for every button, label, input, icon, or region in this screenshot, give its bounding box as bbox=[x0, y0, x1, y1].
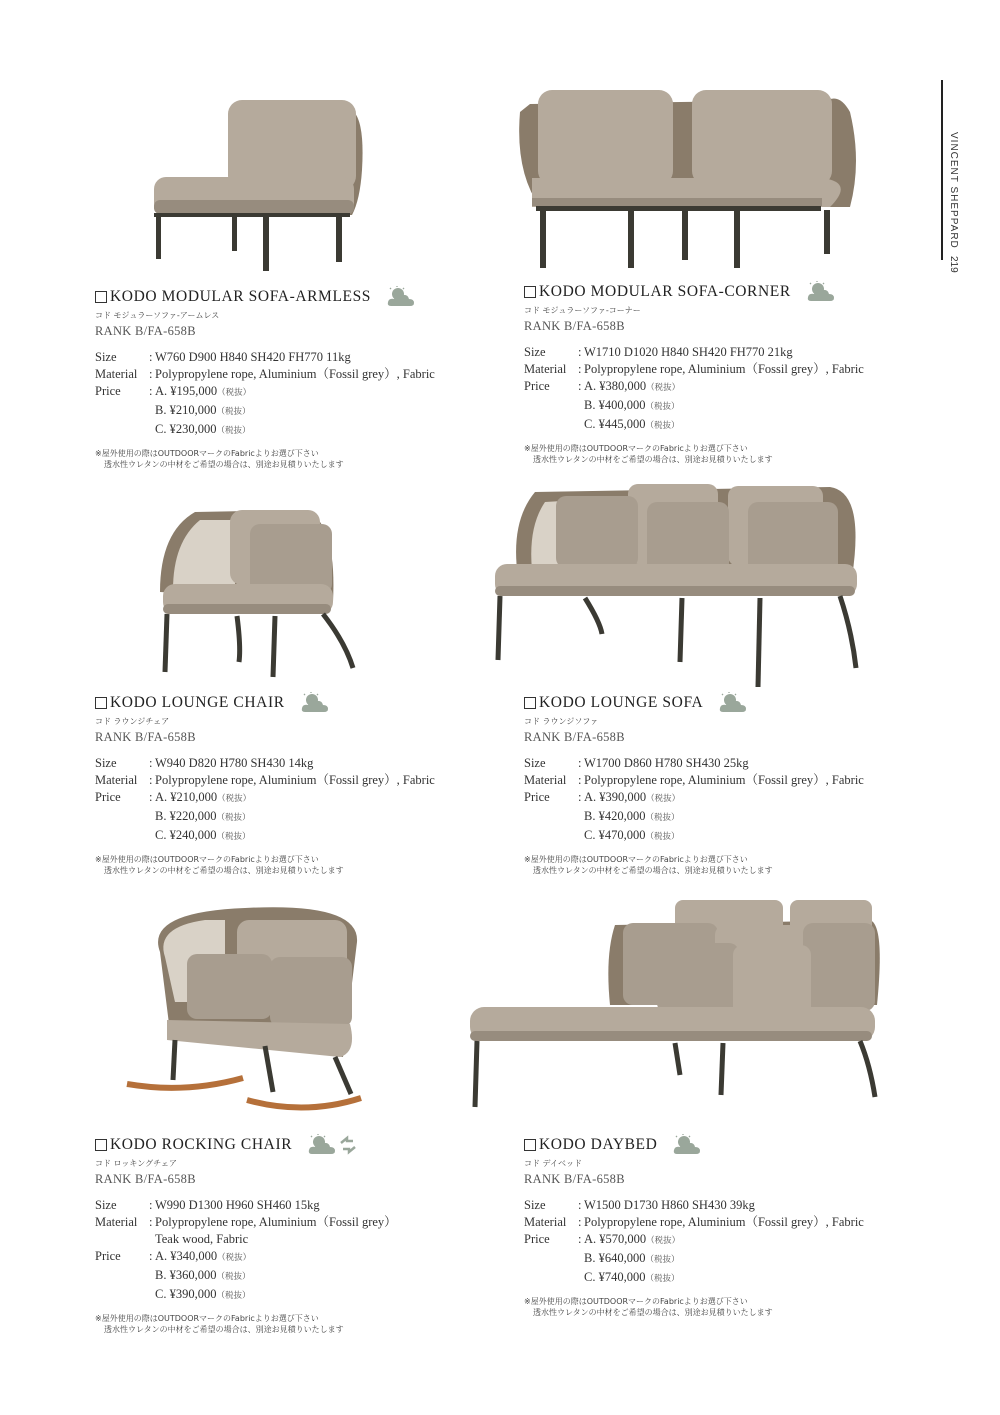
product-title: KODO LOUNGE CHAIR bbox=[95, 692, 495, 714]
price-label: Price bbox=[524, 790, 550, 804]
size-label: Size bbox=[95, 756, 117, 770]
product-armless: KODO MODULAR SOFA-ARMLESS コド モジュラーソファ-アームレス RANK B/FA-658B Size : W760 D900 H840 SH420 FH770 11kg Material : Polypropylene rope, Aluminium（Fossil grey）, Fabric Price : A. ¥195,000（税抜） B. ¥210,000（税抜） C. ¥230,000（税抜） ※屋外使用の際はOUTDOORマークのFabricよりお選び下さい 透水性ウレタンの中材をご希望の場合は、別途お見積りいたします bbox=[95, 286, 495, 470]
material-label: Material bbox=[95, 773, 138, 787]
price-c: C. ¥240,000（税抜） bbox=[155, 828, 251, 842]
checkbox-icon bbox=[524, 1139, 536, 1151]
size-value: W1710 D1020 H840 SH420 FH770 21kg bbox=[584, 345, 793, 359]
product-kana: コド ラウンジチェア bbox=[95, 717, 170, 726]
product-title: KODO LOUNGE SOFA bbox=[524, 692, 924, 714]
material-value: Polypropylene rope, Aluminium（Fossil grey）, Fabric bbox=[584, 362, 864, 376]
material-value: Polypropylene rope, Aluminium（Fossil grey）, Fabric bbox=[584, 1215, 864, 1229]
material-value: Polypropylene rope, Aluminium（Fossil grey）, Fabric bbox=[155, 367, 435, 381]
product-rank: RANK B/FA-658B bbox=[524, 319, 625, 333]
size-value: W990 D1300 H960 SH460 15kg bbox=[155, 1198, 320, 1212]
product-title: KODO MODULAR SOFA-CORNER bbox=[524, 281, 924, 303]
material-label: Material bbox=[95, 1215, 138, 1229]
checkbox-icon bbox=[524, 697, 536, 709]
brand-label: VINCENT SHEPPARD bbox=[948, 132, 959, 249]
checkbox-icon bbox=[524, 286, 536, 298]
size-value: W940 D820 H780 SH430 14kg bbox=[155, 756, 314, 770]
product-rank: RANK B/FA-658B bbox=[95, 1172, 196, 1186]
price-c: C. ¥230,000（税抜） bbox=[155, 422, 251, 436]
product-rank: RANK B/FA-658B bbox=[524, 730, 625, 744]
price-label: Price bbox=[95, 384, 121, 398]
price-a: A. ¥340,000（税抜） bbox=[155, 1249, 252, 1263]
price-a: A. ¥195,000（税抜） bbox=[155, 384, 252, 398]
size-label: Size bbox=[524, 756, 546, 770]
price-c: C. ¥390,000（税抜） bbox=[155, 1287, 251, 1301]
price-a: A. ¥210,000（税抜） bbox=[155, 790, 252, 804]
product-kana: コド ラウンジソファ bbox=[524, 717, 599, 726]
size-label: Size bbox=[95, 350, 117, 364]
price-label: Price bbox=[524, 1232, 550, 1246]
outdoor-weather-icon bbox=[387, 286, 415, 308]
side-rule bbox=[941, 80, 943, 260]
material-label: Material bbox=[524, 1215, 567, 1229]
material-value: Polypropylene rope, Aluminium（Fossil grey）, Fabric bbox=[155, 773, 435, 787]
product-title: KODO DAYBED bbox=[524, 1134, 924, 1156]
price-a: A. ¥390,000（税抜） bbox=[584, 790, 681, 804]
product-rank: RANK B/FA-658B bbox=[524, 1172, 625, 1186]
material-label: Material bbox=[524, 773, 567, 787]
product-note: ※屋外使用の際はOUTDOORマークのFabricよりお選び下さい 透水性ウレタンの中材をご希望の場合は、別途お見積りいたします bbox=[524, 855, 773, 875]
page-number: 219 bbox=[948, 256, 959, 273]
size-value: W760 D900 H840 SH420 FH770 11kg bbox=[155, 350, 351, 364]
product-photo-lounge-chair bbox=[155, 502, 360, 680]
price-c: C. ¥445,000（税抜） bbox=[584, 417, 680, 431]
product-kana: コド モジュラーソファ-コーナー bbox=[524, 306, 641, 315]
product-note: ※屋外使用の際はOUTDOORマークのFabricよりお選び下さい 透水性ウレタンの中材をご希望の場合は、別途お見積りいたします bbox=[524, 444, 773, 464]
product-photo-rocking-chair bbox=[125, 902, 365, 1120]
product-title: KODO MODULAR SOFA-ARMLESS bbox=[95, 286, 495, 308]
product-rocking-chair: KODO ROCKING CHAIR コド ロッキングチェア RANK B/FA-658B Size : W990 D1300 H960 SH460 15kg Material : Polypropylene rope, Aluminium（Fossil grey） Teak wood, Fabric Price : A. ¥340,000（税抜） B. ¥360,000（税抜） C. ¥390,000（税抜） ※屋外使用の際はOUTDOORマークのFabricよりお選び下さい 透水性ウレタンの中材をご希望の場合は、別途お見積りいたします bbox=[95, 1134, 495, 1335]
product-kana: コド デイベッド bbox=[524, 1159, 582, 1168]
price-c: C. ¥740,000（税抜） bbox=[584, 1270, 680, 1284]
product-lounge-sofa: KODO LOUNGE SOFA コド ラウンジソファ RANK B/FA-658B Size : W1700 D860 H780 SH430 25kg Material : Polypropylene rope, Aluminium（Fossil grey）, Fabric Price : A. ¥390,000（税抜） B. ¥420,000（税抜） C. ¥470,000（税抜） ※屋外使用の際はOUTDOORマークのFabricよりお選び下さい 透水性ウレタンの中材をご希望の場合は、別途お見積りいたします bbox=[524, 692, 924, 876]
price-label: Price bbox=[524, 379, 550, 393]
product-corner: KODO MODULAR SOFA-CORNER コド モジュラーソファ-コーナー RANK B/FA-658B Size : W1710 D1020 H840 SH420 FH770 21kg Material : Polypropylene rope, Aluminium（Fossil grey）, Fabric Price : A. ¥380,000（税抜） B. ¥400,000（税抜） C. ¥445,000（税抜） ※屋外使用の際はOUTDOORマークのFabricよりお選び下さい 透水性ウレタンの中材をご希望の場合は、別途お見積りいたします bbox=[524, 281, 924, 465]
product-note: ※屋外使用の際はOUTDOORマークのFabricよりお選び下さい 透水性ウレタンの中材をご希望の場合は、別途お見積りいたします bbox=[524, 1297, 773, 1317]
product-kana: コド モジュラーソファ-アームレス bbox=[95, 311, 220, 320]
product-photo-corner bbox=[510, 82, 865, 274]
price-b: B. ¥360,000（税抜） bbox=[155, 1268, 251, 1282]
product-rank: RANK B/FA-658B bbox=[95, 324, 196, 338]
price-b: B. ¥220,000（税抜） bbox=[155, 809, 251, 823]
product-photo-daybed bbox=[465, 895, 885, 1113]
outdoor-weather-icon bbox=[673, 1134, 701, 1156]
price-b: B. ¥420,000（税抜） bbox=[584, 809, 680, 823]
size-value: W1700 D860 H780 SH430 25kg bbox=[584, 756, 749, 770]
product-daybed: KODO DAYBED コド デイベッド RANK B/FA-658B Size : W1500 D1730 H860 SH430 39kg Material : Polypropylene rope, Aluminium（Fossil grey）, Fabric Price : A. ¥570,000（税抜） B. ¥640,000（税抜） C. ¥740,000（税抜） ※屋外使用の際はOUTDOORマークのFabricよりお選び下さい 透水性ウレタンの中材をご希望の場合は、別途お見積りいたします bbox=[524, 1134, 924, 1318]
material-value: Polypropylene rope, Aluminium（Fossil grey）, Fabric bbox=[584, 773, 864, 787]
size-label: Size bbox=[524, 1198, 546, 1212]
product-note: ※屋外使用の際はOUTDOORマークのFabricよりお選び下さい 透水性ウレタンの中材をご希望の場合は、別途お見積りいたします bbox=[95, 855, 344, 875]
product-photo-lounge-sofa bbox=[490, 482, 865, 692]
outdoor-weather-icon bbox=[308, 1134, 336, 1156]
product-rank: RANK B/FA-658B bbox=[95, 730, 196, 744]
product-lounge-chair: KODO LOUNGE CHAIR コド ラウンジチェア RANK B/FA-658B Size : W940 D820 H780 SH430 14kg Material : Polypropylene rope, Aluminium（Fossil grey）, Fabric Price : A. ¥210,000（税抜） B. ¥220,000（税抜） C. ¥240,000（税抜） ※屋外使用の際はOUTDOORマークのFabricよりお選び下さい 透水性ウレタンの中材をご希望の場合は、別途お見積りいたします bbox=[95, 692, 495, 876]
price-a: A. ¥380,000（税抜） bbox=[584, 379, 681, 393]
price-b: B. ¥640,000（税抜） bbox=[584, 1251, 680, 1265]
checkbox-icon bbox=[95, 291, 107, 303]
price-b: B. ¥210,000（税抜） bbox=[155, 403, 251, 417]
checkbox-icon bbox=[95, 1139, 107, 1151]
material-label: Material bbox=[524, 362, 567, 376]
price-label: Price bbox=[95, 1249, 121, 1263]
price-b: B. ¥400,000（税抜） bbox=[584, 398, 680, 412]
size-value: W1500 D1730 H860 SH430 39kg bbox=[584, 1198, 755, 1212]
material-value: Polypropylene rope, Aluminium（Fossil grey） bbox=[155, 1215, 397, 1229]
size-label: Size bbox=[524, 345, 546, 359]
product-title: KODO ROCKING CHAIR bbox=[95, 1134, 495, 1156]
size-label: Size bbox=[95, 1198, 117, 1212]
product-note: ※屋外使用の際はOUTDOORマークのFabricよりお選び下さい 透水性ウレタンの中材をご希望の場合は、別途お見積りいたします bbox=[95, 1314, 344, 1334]
outdoor-weather-icon bbox=[807, 281, 835, 303]
product-note: ※屋外使用の際はOUTDOORマークのFabricよりお選び下さい 透水性ウレタンの中材をご希望の場合は、別途お見積りいたします bbox=[95, 449, 344, 469]
checkbox-icon bbox=[95, 697, 107, 709]
material-value-line2: Teak wood, Fabric bbox=[155, 1232, 249, 1246]
product-photo-armless bbox=[140, 90, 370, 275]
rocking-arrows-icon bbox=[338, 1135, 358, 1155]
price-c: C. ¥470,000（税抜） bbox=[584, 828, 680, 842]
outdoor-weather-icon bbox=[301, 692, 329, 714]
price-label: Price bbox=[95, 790, 121, 804]
price-a: A. ¥570,000（税抜） bbox=[584, 1232, 681, 1246]
material-label: Material bbox=[95, 367, 138, 381]
outdoor-weather-icon bbox=[719, 692, 747, 714]
product-kana: コド ロッキングチェア bbox=[95, 1159, 177, 1168]
